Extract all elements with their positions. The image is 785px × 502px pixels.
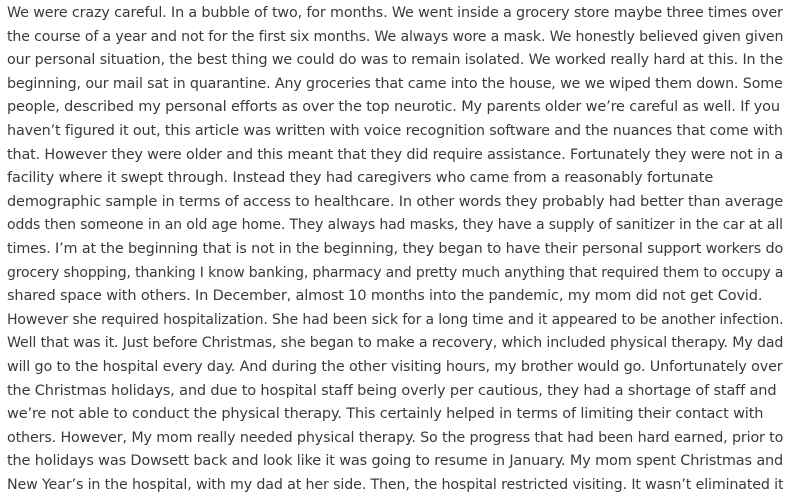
text-line: the holidays was Dowsett back and look like it was going to resume in January. My mom spent Christmas and: [7, 453, 783, 470]
text-line: haven’t figured it out, this article was written with voice recognition software and the nuances that come with: [7, 122, 783, 139]
text-line: New Year’s in the hospital, with my dad at her side. Then, the hospital restricted visiting. It wasn’t eliminated it: [7, 476, 783, 493]
text-line: our personal situation, the best thing we could do was to remain isolated. We worked really hard at this. In the: [7, 52, 783, 69]
text-line: demographic sample in terms of access to healthcare. In other words they probably had better than average: [7, 193, 783, 210]
text-line: the Christmas holidays, and due to hospital staff being overly per cautious, they had a shortage of staff and: [7, 382, 777, 399]
text-line: will go to the hospital every day. And during the other visiting hours, my brother would go. Unfortunately over: [7, 358, 783, 375]
article-body: [7, 2, 783, 502]
text-line: others. However, My mom really needed physical therapy. So the progress that had been hard earned, prior to: [7, 429, 783, 446]
text-line: that. However they were older and this meant that they did require assistance. Fortunately they were not in a: [7, 146, 783, 163]
text-line: Well that was it. Just before Christmas, she began to make a recovery, which included physical therapy. My dad: [7, 335, 783, 352]
text-line: the course of a year and not for the first six months. We always wore a mask. We honestly believed given given: [7, 28, 783, 45]
text-line: shared space with others. In December, almost 10 months into the pandemic, my mom did not get Covid.: [7, 288, 763, 305]
text-line: people, described my personal efforts as over the top neurotic. My parents older we’re careful as well. If you: [7, 99, 780, 116]
text-line: We were crazy careful. In a bubble of two, for months. We went inside a grocery store maybe three times over: [7, 5, 783, 21]
text-line: odds then someone in an old age home. They always had masks, they have a supply of sanitizer in the car at all: [7, 217, 783, 234]
text-line: we’re not able to conduct the physical therapy. This certainly helped in terms of limiting their contact with: [7, 406, 764, 423]
text-line: grocery shopping, thanking I know banking, pharmacy and pretty much anything that required them to occupy a: [7, 264, 783, 281]
text-line: However she required hospitalization. She had been sick for a long time and it appeared to be another infection.: [7, 311, 783, 328]
text-line: times. I’m at the beginning that is not in the beginning, they began to have their personal support workers do: [7, 240, 783, 257]
text-line: beginning, our mail sat in quarantine. Any groceries that came into the house, we we wiped them down. Some: [7, 75, 783, 92]
text-line: facility where it swept through. Instead they had caregivers who came from a reasonably fortunate: [7, 170, 714, 187]
